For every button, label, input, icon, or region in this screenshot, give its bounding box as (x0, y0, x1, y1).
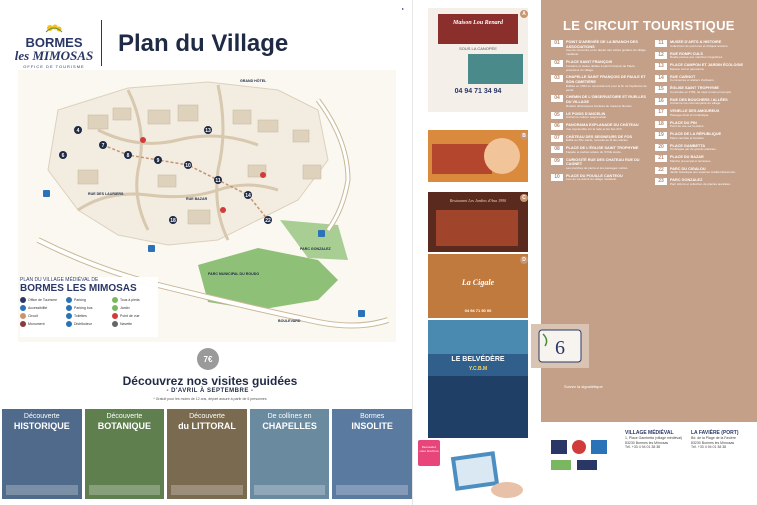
circuit-entry (655, 98, 751, 107)
tour-card-kicker: Bormes (360, 413, 385, 420)
tour-card-footer (254, 485, 326, 495)
circuit-entry-number: 05 (551, 112, 563, 119)
tour-card-footer (171, 485, 243, 495)
circuit-entry-title: PLACE GAMBETTA (670, 143, 706, 148)
tour-card-title: HISTORIQUE (13, 421, 70, 431)
circuit-entry-text: Jardin botanique aux espèces méditerranéennes. (670, 170, 736, 175)
ad-a[interactable] (428, 8, 528, 112)
circuit-entry-title: PLACE DE L'ÉGLISE SAINT TROPHYME (566, 146, 639, 150)
legend-item (112, 321, 154, 327)
tour-card-title: du LITTORAL (178, 421, 236, 431)
svg-text:11: 11 (215, 178, 221, 184)
legend-item (112, 297, 154, 303)
circuit-entry-text: Construite en 1783, de style roman provençal. (670, 89, 732, 94)
tour-card[interactable] (2, 409, 82, 499)
circuit-entry-title: PANORAMA EXPLANADE DU CHÂTEAU (566, 123, 639, 127)
map-label-parc: PARC MUNICIPAL DU ROUDO (208, 272, 260, 276)
circuit-entry (655, 155, 751, 164)
legend-item (66, 321, 108, 327)
legend-swatch-icon (20, 313, 26, 319)
tours-subtitle: - D'AVRIL À SEPTEMBRE - (166, 388, 254, 394)
circuit-left-column (551, 40, 647, 185)
svg-text:22: 22 (265, 218, 271, 224)
svg-text:10: 10 (185, 163, 191, 169)
tour-card-kicker: De collines en (267, 413, 312, 420)
circuit-entry-text: Marché provençal et terrasses. (670, 158, 712, 163)
circuit-entry-number: 13 (655, 63, 667, 70)
circuit-entry (655, 144, 751, 153)
brand-line-2: les MIMOSAS (14, 48, 94, 63)
circuit-entry-title: RUE DES BOUCHERS / ALLÉES (670, 97, 728, 102)
legend-item-label: Jardin (120, 306, 130, 310)
circuit-entry-text: Édifiée en 1560 en remerciement pour la fin de l'épidémie de peste. (566, 83, 647, 92)
circuit-entry-number: 17 (655, 109, 667, 116)
circuit-entry-text: Point de vue sur la plaine. (670, 124, 705, 129)
legend-items (20, 297, 158, 327)
tour-card[interactable] (85, 409, 165, 499)
tour-card-footer (336, 485, 408, 495)
circuit-entry (551, 75, 647, 92)
legend-item (20, 305, 62, 311)
svg-text:6: 6 (555, 337, 565, 359)
map-legend (20, 277, 158, 337)
circuit-entry (551, 95, 647, 108)
svg-text:18: 18 (170, 218, 176, 224)
circuit-entry-text: Ancienne maison seigneuriale. (566, 115, 607, 120)
tour-card-title: INSOLITE (351, 421, 393, 431)
ad-a-phone: 04 94 71 34 94 (454, 88, 502, 95)
legend-swatch-icon (66, 305, 72, 311)
office-faviere-line-2: 83230 Bormes les Mimosas (691, 440, 735, 445)
circuit-entry (551, 123, 647, 132)
contact-footer (541, 422, 757, 505)
circuit-entry-number: 21 (655, 155, 667, 162)
brochure-badge[interactable] (418, 440, 440, 466)
circuit-entry-title: CHAPELLE SAINT FRANÇOIS DE PAULE ET SON CIMETIÈRE (566, 75, 646, 84)
circuit-entry-title: PLACE DU POUILLE CANTEOU (566, 173, 623, 178)
circuit-entry-text: Ruelle pentue aux marches irrégulières. (670, 55, 724, 60)
brand-logo (14, 22, 94, 69)
tour-card-title: CHAPELLES (262, 421, 317, 431)
circuit-entry-number: 03 (551, 75, 563, 82)
circuit-entry-title: POINT D'ARRIVÉE DE LA BRANCH DES ASSOCIATIONS (566, 40, 638, 49)
divider (101, 20, 102, 66)
circuit-entry (551, 158, 647, 171)
tour-card[interactable] (167, 409, 247, 499)
ad-a-letter: A (520, 10, 528, 18)
office-village-line-3: Tél. +33 4 94 01 38 38 (625, 445, 661, 450)
circuit-entry-number: 14 (655, 75, 667, 82)
office-faviere (691, 430, 753, 450)
office-faviere-line-3: Tél. +33 4 94 01 38 38 (691, 445, 727, 450)
svg-text:8: 8 (126, 153, 130, 159)
legend-item-label: Point de vue (120, 314, 140, 318)
ad-d-phone: 04 94 71 50 00 (464, 308, 492, 313)
circuit-entry-title: PLACE DE LA RÉPUBLIQUE (670, 132, 722, 136)
circuit-entry-text: Collections de peintures et d'objets anciens. (670, 43, 729, 48)
map-label-gonzalez: PARC GONZALEZ (300, 247, 331, 251)
circuit-entry (655, 86, 751, 95)
legend-item-label: Tous à pieds (120, 298, 140, 302)
circuit-entry (551, 112, 647, 121)
circuit-entry-number: 22 (655, 167, 667, 174)
map-label-lauriers: RUE DES LAURIERS (88, 192, 124, 196)
circuit-entry-title: PLACE DU PIN (670, 120, 697, 125)
office-village-line-2: 83230 Bormes les Mimosas (625, 440, 669, 445)
tours-note: * Gratuit pour les moins de 12 ans, départ assuré à partir de 6 personnes (153, 397, 267, 401)
circuit-entry-number: 10 (551, 174, 563, 181)
svg-text:14: 14 (245, 193, 251, 199)
circuit-entry (551, 135, 647, 144)
circuit-entry (551, 174, 647, 183)
map-label-hotel: GRAND HÔTEL (240, 79, 267, 83)
ad-a-photo (468, 54, 523, 84)
catalog-image (447, 448, 527, 500)
circuit-entry-title: RUE ROMPI CULS (670, 51, 703, 56)
office-village-title: VILLAGE MÉDIÉVAL (625, 430, 674, 436)
signage-caption: Suivez la signalétique (564, 384, 603, 389)
legend-item-label: Office de Tourisme (28, 298, 58, 302)
circuit-right-column (655, 40, 751, 190)
legend-title: BORMES LES MIMOSAS (20, 283, 137, 294)
circuit-entry-text: Fontaine et statue dédiée à saint François de Paule, protecteur du village. (566, 63, 636, 72)
ad-d[interactable] (428, 254, 528, 318)
ad-e[interactable] (428, 320, 528, 438)
office-faviere-line-1: Bd. de la Plage de la Favière (691, 436, 736, 440)
circuit-entry-number: 08 (551, 146, 563, 153)
legend-swatch-icon (112, 305, 118, 311)
tour-cards (2, 409, 412, 499)
circuit-entry-text: Les marches de pierre et les passages voûtés. (566, 165, 629, 170)
legend-item-label: Parking (74, 298, 86, 302)
circuit-entry-number: 20 (655, 144, 667, 151)
circuit-entry-title: CURIOSITÉ RUE DES CHATEAU RUE DU CAGNET (566, 157, 640, 167)
legend-item (66, 297, 108, 303)
ad-b-letter: B (520, 132, 528, 140)
ad-a-name: Maison Lou Renard (452, 20, 503, 26)
circuit-entry-number: 06 (551, 123, 563, 130)
circuit-entry-number: 19 (655, 132, 667, 139)
legend-swatch-icon (20, 321, 26, 327)
ad-e-note: Y.C.B.M (468, 366, 488, 372)
tour-card-kicker: Découverte (23, 413, 60, 420)
map-label-boulevard: BOULEVARD (278, 319, 301, 323)
office-faviere-title: LA FAVIÈRE (PORT) (691, 430, 739, 436)
svg-text:9: 9 (156, 158, 160, 164)
circuit-entry-title: CHEMIN DE L'OBSERVATOIRE ET RUELLES DU VILLAGE (566, 95, 646, 104)
legend-item-label: Accessibilité (28, 306, 48, 310)
ad-a-sign (438, 14, 518, 44)
circuit-entry-title: PARC DU CIGALOU (670, 166, 706, 171)
circuit-entry-text: Lieu de vie animé du village médiéval. (566, 177, 617, 182)
circuit-entry-text: Commerces et ateliers d'artisans. (670, 78, 715, 83)
legend-item (112, 305, 154, 311)
legend-item-label: Monument (28, 322, 45, 326)
circuit-entry (655, 52, 751, 61)
legend-swatch-icon (20, 305, 26, 311)
circuit-entry-title: PLACE DU BAZAR (670, 155, 704, 159)
legend-item-label: Circuit (28, 314, 38, 318)
circuit-entry-text: Passage étroit et romantique. (670, 112, 710, 117)
legend-item (66, 313, 108, 319)
brochure-label: Demandez votre brochure (419, 445, 439, 453)
brand-line-3: OFFICE DE TOURISME (23, 64, 85, 69)
office-village-line-1: 1, Place Gambetta (village médiéval) (625, 436, 683, 440)
side-arrow-icon: ▸ (402, 6, 405, 11)
circuit-entry-number: 23 (655, 178, 667, 185)
office-village (625, 430, 687, 450)
legend-item (20, 313, 62, 319)
ad-a-note: SOUS LA CANOPÉE (459, 46, 497, 51)
circuit-entry (551, 146, 647, 155)
tours-title: Découvrez nos visites guidées (122, 374, 298, 388)
circuit-entry-text: Espace vert et panorama. (670, 66, 705, 71)
circuit-entry (551, 40, 647, 57)
circuit-entry-text: Ombragée par de grands platanes. (670, 147, 717, 152)
circuit-entry-number: 04 (551, 95, 563, 102)
ad-c[interactable] (428, 192, 528, 252)
svg-text:7: 7 (101, 143, 105, 149)
circuit-entry-number: 01 (551, 40, 563, 47)
ad-c-name: Restaurant Les Jardins d'Ana 1990 (449, 198, 507, 203)
circuit-entry (551, 60, 647, 72)
ad-d-letter: D (520, 256, 528, 264)
legend-swatch-icon (112, 297, 118, 303)
legend-item (20, 297, 62, 303)
circuit-entry-title: CHÂTEAU DES SEIGNEURS DE FOS (566, 134, 633, 139)
circuit-title: LE CIRCUIT TOURISTIQUE (563, 18, 735, 33)
map-label-bazar: RUE BAZAR (186, 197, 208, 201)
legend-item-label: Parking bus (74, 306, 93, 310)
legend-item (66, 305, 108, 311)
svg-text:13: 13 (205, 128, 211, 134)
legend-swatch-icon (66, 297, 72, 303)
legend-item (20, 321, 62, 327)
tour-card[interactable] (250, 409, 330, 499)
circuit-entry-number: 02 (551, 60, 563, 67)
legend-swatch-icon (112, 313, 118, 319)
tour-card-footer (6, 485, 78, 495)
circuit-entry-title: RUE CARNOT (670, 74, 696, 79)
fold-line (412, 0, 413, 505)
circuit-entry-text: Façade et cadran solaire du XVIIIe siècle. (566, 149, 622, 154)
circuit-entry-text: Parc arboré et collection de plantes australes. (670, 181, 731, 186)
brand-line-1: BORMES (25, 35, 83, 50)
circuit-entry-number: 07 (551, 135, 563, 142)
legend-swatch-icon (20, 297, 26, 303)
circuit-entry-title: VENELLE DES AMOUREUX (670, 109, 720, 113)
circuit-entry-text: Édifié au XIIe siècle, remanié au fil des siècles. (566, 138, 629, 143)
circuit-entry (655, 121, 751, 130)
page-title: Plan du Village (118, 30, 289, 57)
legend-swatch-icon (66, 321, 72, 327)
tour-card-title: BOTANIQUE (97, 421, 152, 431)
tour-card-footer (89, 485, 161, 495)
legend-item (112, 313, 154, 319)
legend-swatch-icon (66, 313, 72, 319)
circuit-entry-title: LE POIDS D'ANCELIN (566, 111, 606, 116)
ad-e-name: LE BELVÉDÈRE (451, 356, 505, 363)
svg-text:4: 4 (76, 128, 80, 134)
tour-card[interactable] (332, 409, 412, 499)
circuit-entry-text: Vue imprenable sur la rade et les îles d'Or. (566, 126, 623, 131)
ad-b[interactable] (428, 130, 528, 182)
circuit-entry-number: 12 (655, 52, 667, 59)
circuit-entry-text: Place centrale et fontaine. (670, 135, 705, 140)
legend-item-label: Toilettes (74, 314, 87, 318)
partner-ads (428, 8, 533, 438)
circuit-entry-number: 16 (655, 98, 667, 105)
svg-text:6: 6 (61, 153, 65, 159)
signage-tile-image (531, 324, 589, 368)
partner-logos (551, 436, 621, 476)
circuit-entry-number: 09 (551, 158, 563, 165)
legend-item-label: Distributeur (74, 322, 92, 326)
circuit-entry-title: PLACE SAINT FRANÇOIS (566, 60, 613, 64)
tour-card-kicker: Découverte (189, 413, 225, 420)
tour-card-kicker: Découverte (106, 413, 143, 420)
legend-swatch-icon (112, 321, 118, 327)
circuit-entry (655, 63, 751, 72)
circuit-entry-title: ÉGLISE SAINT TROPHYME (670, 86, 719, 90)
legend-kicker: PLAN DU VILLAGE MÉDIÉVAL DE (20, 277, 99, 283)
circuit-entry (655, 109, 751, 118)
circuit-entry-number: 18 (655, 121, 667, 128)
circuit-entry (655, 178, 751, 187)
circuit-entry (655, 40, 751, 49)
circuit-entry-number: 15 (655, 86, 667, 93)
circuit-entry (655, 75, 751, 84)
legend-item-label: Navette (120, 322, 133, 326)
circuit-entry-text: Lieu de rencontre et de départ des visites guidées du village médiéval. (566, 48, 646, 57)
circuit-entry-text: Ruelles pittoresques bordées de maisons fleuries. (566, 103, 633, 108)
price-badge: 7€ (197, 348, 219, 370)
circuit-entry-title: PLACE CAMPON ET JARDIN ÉCOLOGIE (670, 63, 743, 67)
circuit-entry (655, 167, 751, 176)
ad-d-name: La Cigale (461, 278, 495, 287)
mimosa-icon (44, 22, 64, 34)
circuit-entry-text: Ancienne rue commerçante du village. (670, 101, 722, 106)
circuit-entry-title: MUSÉE D'ARTS & HISTOIRE (670, 40, 722, 44)
ad-c-letter: C (520, 194, 528, 202)
circuit-entry-number: 11 (655, 40, 667, 47)
circuit-entry-title: PARC GONZALEZ (670, 178, 703, 182)
circuit-entry (655, 132, 751, 141)
